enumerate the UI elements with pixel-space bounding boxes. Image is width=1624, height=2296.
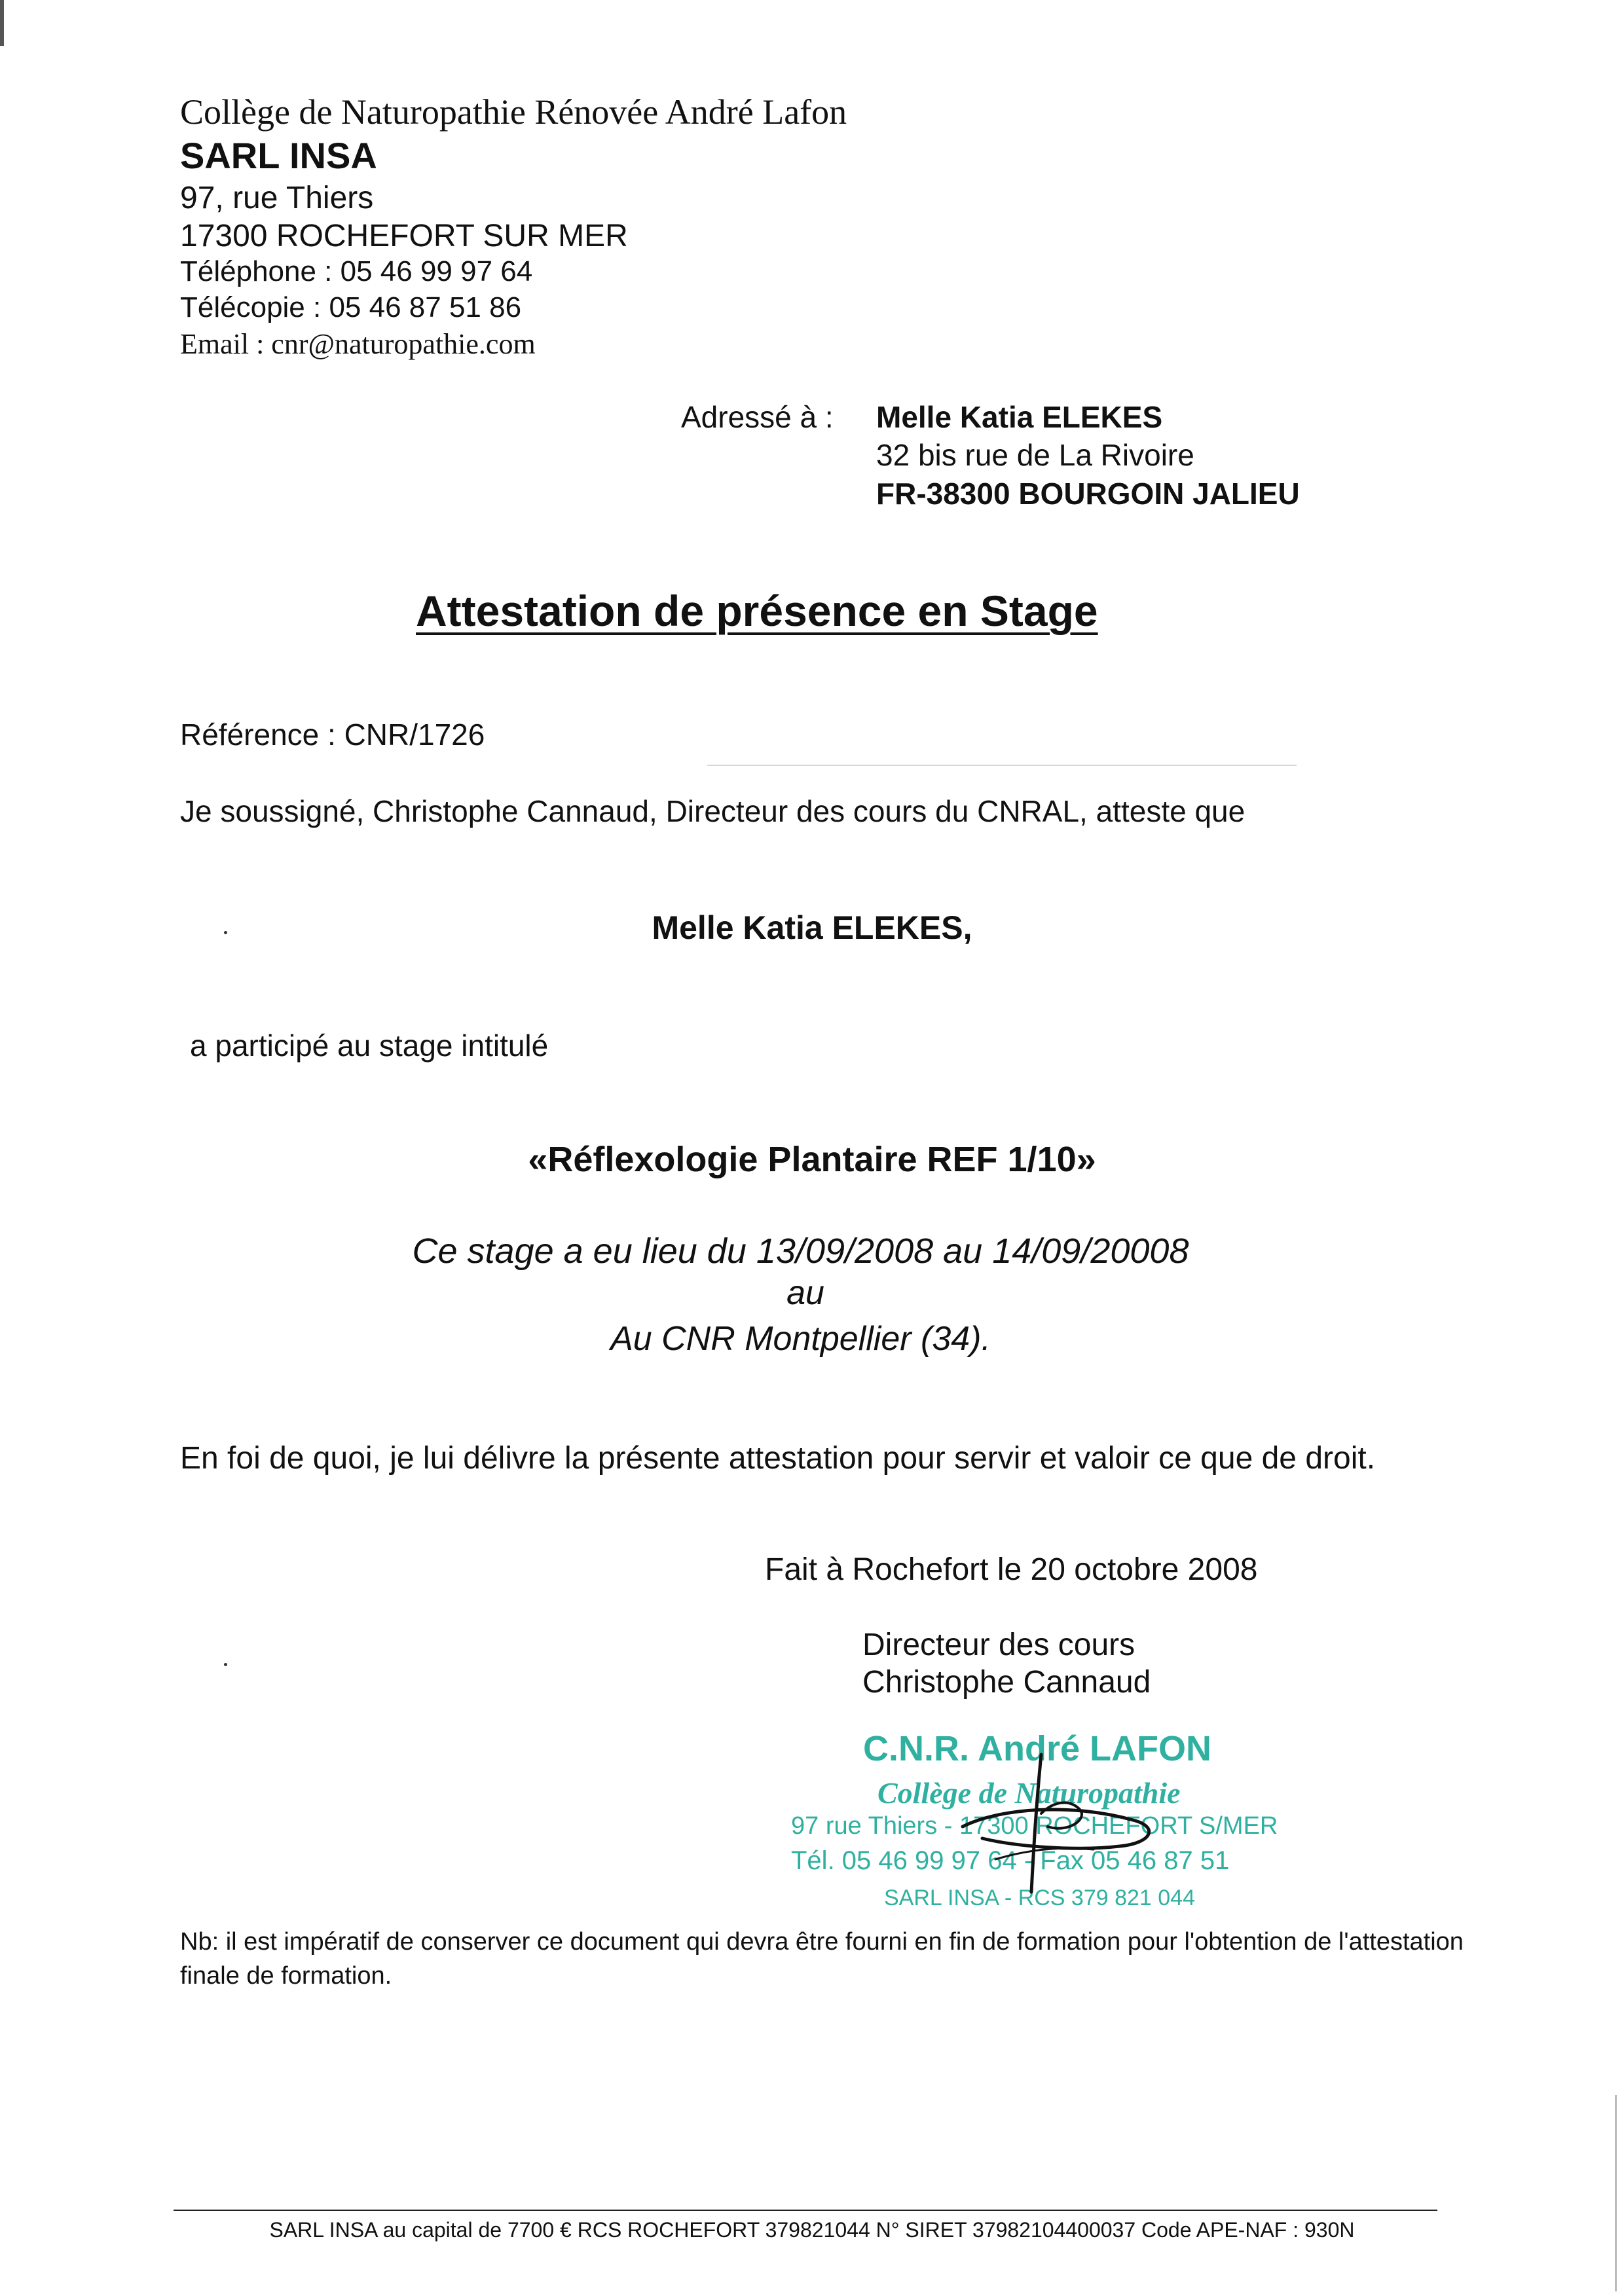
stamp-line-2: Collège de Naturopathie — [877, 1776, 1181, 1810]
recipient-label: Adressé à : — [681, 400, 834, 434]
conclusion: En foi de quoi, je lui délivre la présente attestation pour servir et valoir ce que de droit. — [180, 1441, 1376, 1476]
stamp-line-4: Tél. 05 46 99 97 64 - Fax 05 46 87 51 — [791, 1846, 1230, 1875]
sender-city: 17300 ROCHEFORT SUR MER — [180, 219, 628, 253]
signer-title: Directeur des cours — [862, 1628, 1135, 1662]
participation-statement: a participé au stage intitulé — [190, 1029, 549, 1063]
recipient-city: FR-38300 BOURGOIN JALIEU — [876, 477, 1300, 511]
scan-line — [707, 765, 1297, 766]
course-dates: Ce stage a eu lieu du 13/09/2008 au 14/09/20008 — [412, 1231, 1189, 1271]
trainee-name: Melle Katia ELEKES, — [652, 909, 972, 946]
course-location: Au CNR Montpellier (34). — [610, 1320, 991, 1358]
place-date: Fait à Rochefort le 20 octobre 2008 — [765, 1552, 1258, 1587]
location-connector: au — [786, 1274, 824, 1312]
scan-edge-mark — [0, 0, 4, 46]
company-name: SARL INSA — [180, 135, 377, 176]
document-title: Attestation de présence en Stage — [416, 587, 1098, 635]
footnote: Nb: il est impératif de conserver ce document qui devra être fourni en fin de formation pour l'obtention de l'attestation finale de formation. — [180, 1928, 1464, 1990]
recipient-name: Melle Katia ELEKES — [876, 400, 1163, 434]
scan-edge-line — [1615, 2095, 1617, 2291]
sender-email: Email : cnr@naturopathie.com — [180, 328, 536, 360]
sender-fax: Télécopie : 05 46 87 51 86 — [180, 291, 522, 323]
handwritten-signature — [943, 1728, 1179, 1905]
sender-street: 97, rue Thiers — [180, 181, 374, 215]
stamp-line-3: 97 rue Thiers - 17300 ROCHEFORT S/MER — [791, 1812, 1278, 1840]
college-name: Collège de Naturopathie Rénovée André Lafon — [180, 92, 847, 132]
reference: Référence : CNR/1726 — [180, 718, 485, 752]
recipient-street: 32 bis rue de La Rivoire — [876, 438, 1194, 472]
sender-telephone: Téléphone : 05 46 99 97 64 — [180, 255, 533, 287]
scan-dot — [224, 1663, 227, 1666]
course-title: «Réflexologie Plantaire REF 1/10» — [528, 1140, 1096, 1179]
intro-statement: Je soussigné, Christophe Cannaud, Directeur des cours du CNRAL, atteste que — [180, 794, 1246, 828]
signer-name: Christophe Cannaud — [862, 1665, 1151, 1700]
stamp-line-5: SARL INSA - RCS 379 821 044 — [884, 1886, 1196, 1910]
footer-legal: SARL INSA au capital de 7700 € RCS ROCHEFORT 379821044 N° SIRET 37982104400037 Code APE-NAF : 930N — [269, 2218, 1355, 2242]
footer-divider — [174, 2210, 1437, 2211]
stamp-line-1: C.N.R. André LAFON — [863, 1729, 1211, 1768]
